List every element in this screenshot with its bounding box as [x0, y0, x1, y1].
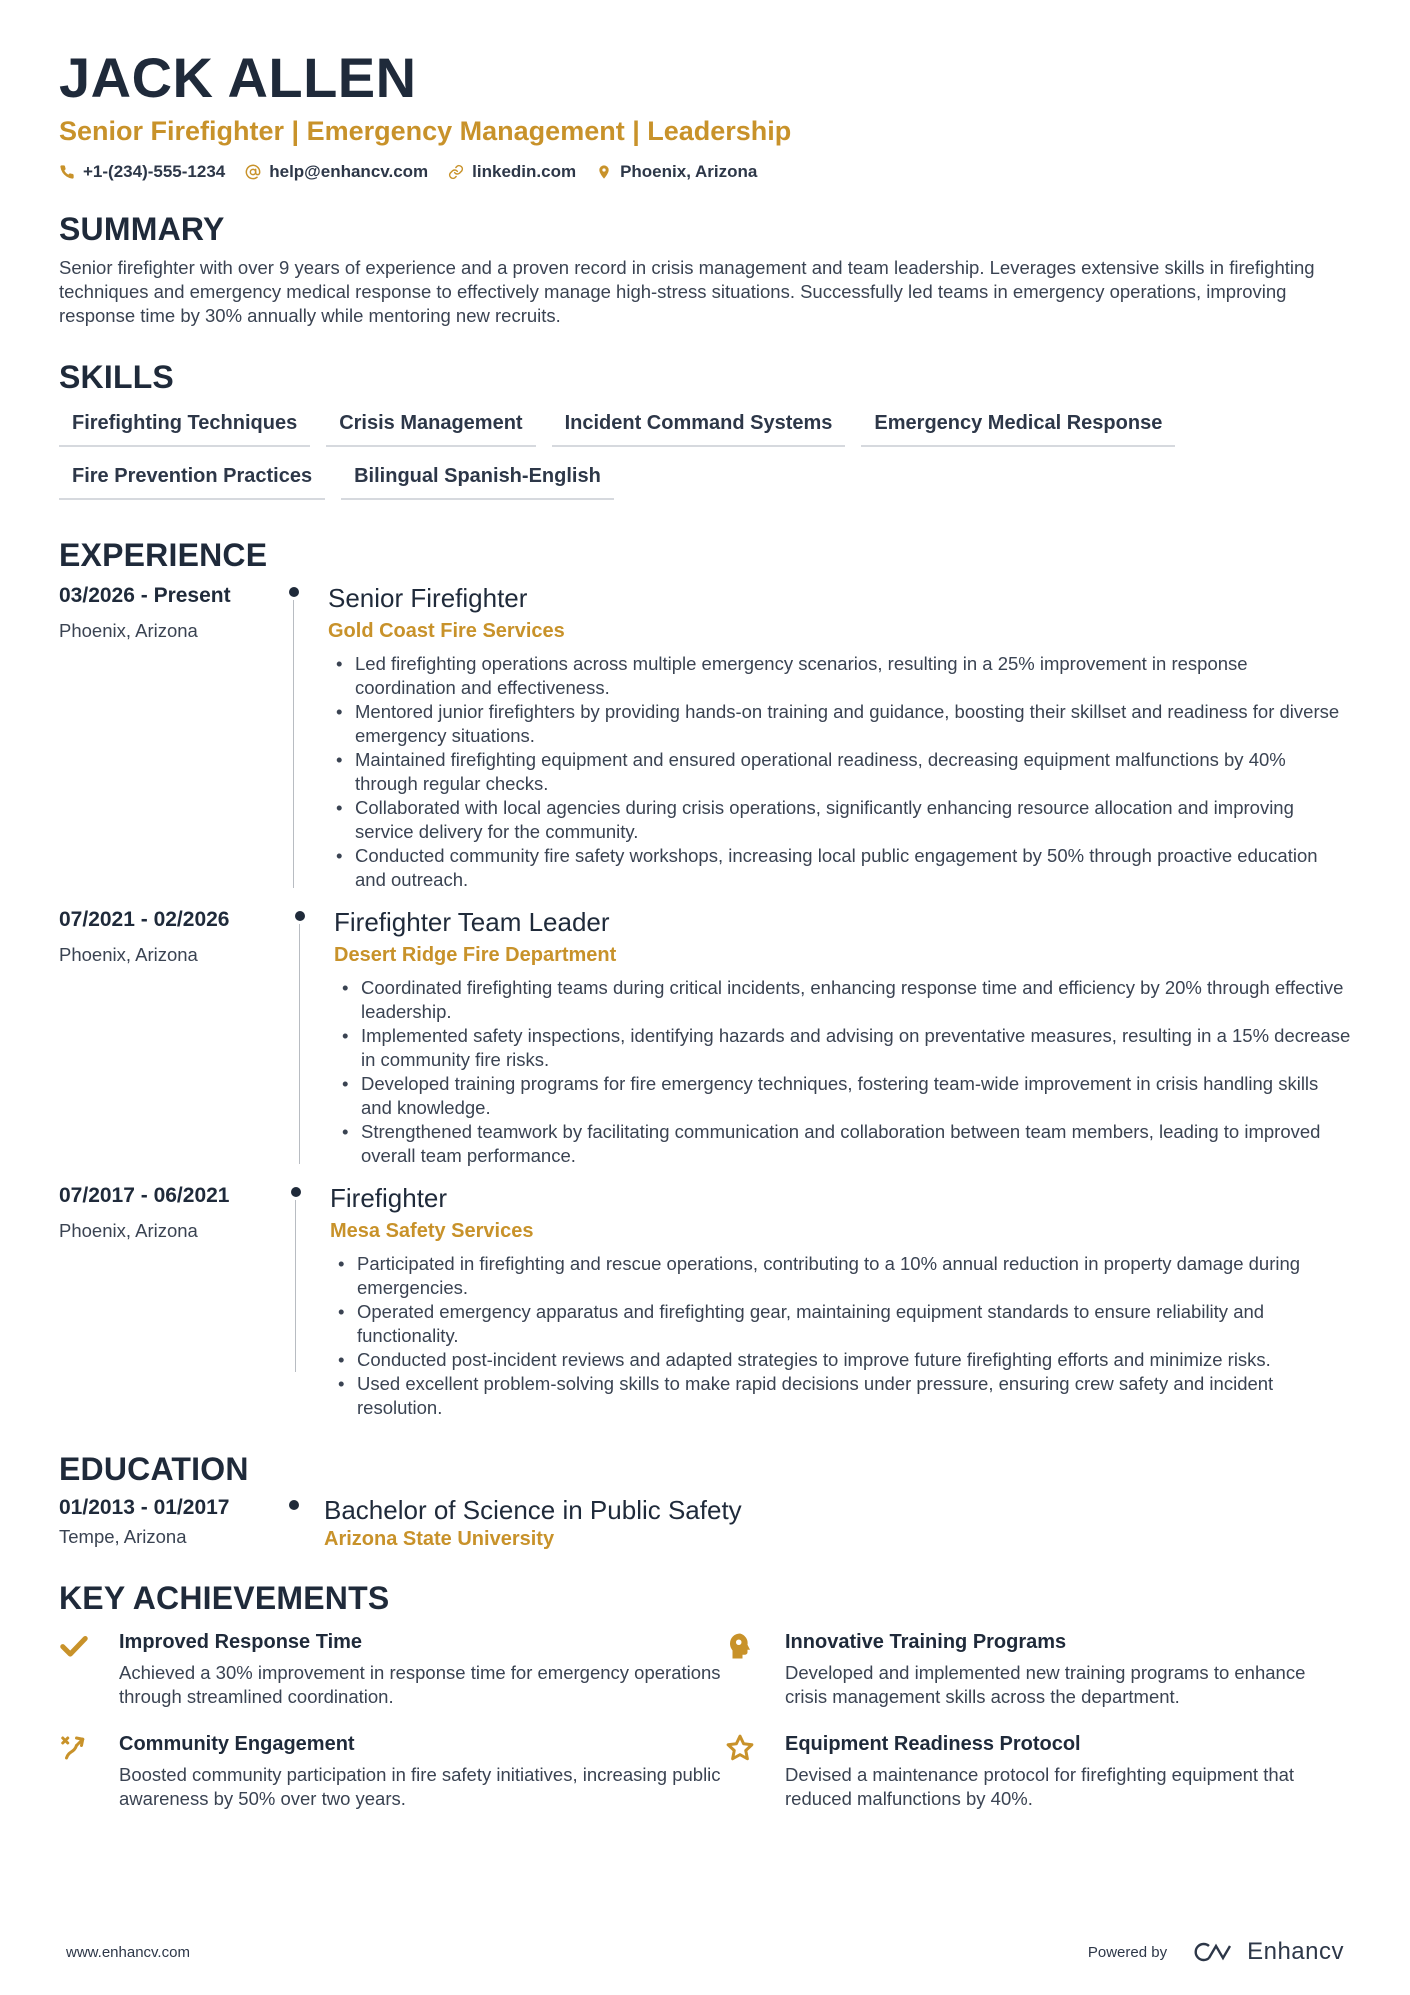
timeline: [295, 1182, 297, 1376]
brain-head-icon: [725, 1631, 755, 1661]
job-date: 03/2026 - Present: [59, 584, 231, 607]
checkmark-icon: [59, 1631, 89, 1661]
contact-email[interactable]: [245, 162, 428, 182]
contact-linkedin-text: linkedin.com: [472, 162, 577, 181]
location-pin-icon: [596, 164, 612, 180]
path-route-icon: [59, 1733, 89, 1763]
summary-heading: SUMMARY: [59, 211, 225, 247]
job-company: Desert Ridge Fire Department: [334, 944, 617, 966]
job-entry: [59, 1182, 1351, 1420]
contact-phone-text: +1-(234)-555-1234: [83, 162, 226, 181]
timeline-line: [299, 924, 300, 1164]
timeline-dot: [291, 1187, 301, 1197]
education-entry: [59, 1494, 1351, 1551]
at-sign-icon: [245, 164, 261, 180]
achievement-desc: Developed and implemented new training programs to enhance crisis management skills across the department.: [785, 1662, 1306, 1707]
job-bullet: • Conducted community fire safety workshops, increasing local public engagement by 50% through proactive education and outreach.: [328, 844, 1351, 892]
job-company: Gold Coast Fire Services: [328, 620, 565, 642]
job-role: Senior Firefighter: [328, 583, 528, 613]
job-bullet: • Collaborated with local agencies during crisis operations, significantly enhancing resource allocation and improving service delivery for the community.: [328, 796, 1351, 844]
skills-list: [59, 408, 1309, 500]
job-bullet: • Participated in firefighting and rescue operations, contributing to a 10% annual reduction in property damage during emergencies.: [330, 1252, 1351, 1300]
job-bullet: • Mentored junior firefighters by providing hands-on training and guidance, boosting their skillset and readiness for diverse emergency situations.: [328, 700, 1351, 748]
resume-page: [59, 46, 1351, 1811]
achievement-item: [59, 1629, 725, 1709]
job-bullet: • Operated emergency apparatus and firefighting gear, maintaining equipment standards to ensure reliability and functionality.: [330, 1300, 1351, 1348]
job-bullet: • Implemented safety inspections, identifying hazards and advising on preventative measures, resulting in a 15% decrease in community fire risks.: [334, 1024, 1351, 1072]
achievement-title: Community Engagement: [119, 1733, 355, 1755]
link-icon: [448, 164, 464, 180]
job-bullets: [328, 652, 1351, 892]
summary-text: Senior firefighter with over 9 years of experience and a proven record in crisis management and team leadership. Leverages extensive skills in firefighting techniques and emergency medical response to effectively manage high-stress situations. Successfully led teams in emergency operations, improving response time by 30% annually while mentoring new recruits.: [59, 257, 1315, 326]
enhancv-logo-icon: [1193, 1940, 1239, 1964]
summary-section: [59, 210, 1351, 328]
achievement-title: Equipment Readiness Protocol: [785, 1733, 1081, 1755]
contact-phone[interactable]: [59, 162, 225, 182]
powered-by: [1088, 1938, 1344, 1966]
timeline-dot: [289, 587, 299, 597]
contact-linkedin[interactable]: [448, 162, 576, 182]
job-company: Mesa Safety Services: [330, 1220, 534, 1242]
experience-heading: EXPERIENCE: [59, 537, 268, 573]
job-date: 07/2017 - 06/2021: [59, 1184, 230, 1207]
job-bullet: • Developed training programs for fire emergency techniques, fostering team-wide improvement in crisis handling skills and knowledge.: [334, 1072, 1351, 1120]
job-bullet: • Led firefighting operations across multiple emergency scenarios, resulting in a 25% improvement in response coordination and effectiveness.: [328, 652, 1351, 700]
timeline-dot: [295, 911, 305, 921]
job-role: Firefighter: [330, 1183, 448, 1213]
achievements-heading: KEY ACHIEVEMENTS: [59, 1580, 390, 1616]
contact-bar: [59, 162, 1351, 182]
skill-tag: Fire Prevention Practices: [59, 461, 325, 500]
page-footer: [66, 1938, 1344, 1966]
job-entry: [59, 906, 1351, 1168]
job-entry: [59, 582, 1351, 892]
candidate-name: JACK ALLEN: [59, 46, 417, 109]
resume-header: [59, 46, 1351, 182]
education-date: 01/2013 - 01/2017: [59, 1496, 230, 1519]
education-location: Tempe, Arizona: [59, 1526, 187, 1547]
job-bullets: [334, 976, 1351, 1168]
job-bullets: [330, 1252, 1351, 1420]
footer-website[interactable]: www.enhancv.com: [66, 1943, 190, 1961]
job-bullet: • Used excellent problem-solving skills to make rapid decisions under pressure, ensuring crew safety and incident resolution.: [330, 1372, 1351, 1420]
phone-icon: [59, 164, 75, 180]
job-location: Phoenix, Arizona: [59, 1220, 198, 1241]
job-bullet: • Strengthened teamwork by facilitating communication and collaboration between team members, leading to improved overall team performance.: [334, 1120, 1351, 1168]
timeline-line: [293, 600, 294, 888]
achievement-item: [59, 1731, 725, 1811]
timeline-dot: [289, 1500, 299, 1510]
brand-name: Enhancv: [1247, 1938, 1344, 1965]
contact-location: [596, 162, 757, 182]
experience-section: [59, 536, 1351, 1420]
skill-tag: Emergency Medical Response: [861, 408, 1175, 447]
achievement-desc: Achieved a 30% improvement in response time for emergency operations through streamlined coordination.: [119, 1662, 721, 1707]
education-heading: EDUCATION: [59, 1451, 249, 1487]
skill-tag: Crisis Management: [326, 408, 535, 447]
skill-tag: Bilingual Spanish-English: [341, 461, 614, 500]
achievement-title: Improved Response Time: [119, 1631, 363, 1653]
candidate-title: Senior Firefighter | Emergency Management | Leadership: [59, 116, 792, 146]
skills-heading: SKILLS: [59, 359, 174, 395]
job-date: 07/2021 - 02/2026: [59, 908, 230, 931]
job-bullet: • Conducted post-incident reviews and adapted strategies to improve future firefighting efforts and minimize risks.: [330, 1348, 1351, 1372]
achievements-list: [59, 1629, 1351, 1811]
star-icon: [725, 1733, 755, 1763]
contact-email-text: help@enhancv.com: [269, 162, 429, 181]
timeline: [299, 906, 301, 1168]
achievement-item: [725, 1629, 1325, 1709]
achievement-title: Innovative Training Programs: [785, 1631, 1067, 1653]
education-degree: Bachelor of Science in Public Safety: [324, 1495, 742, 1525]
achievement-desc: Devised a maintenance protocol for firefighting equipment that reduced malfunctions by 40%.: [785, 1764, 1295, 1809]
job-location: Phoenix, Arizona: [59, 944, 198, 965]
job-bullet: • Maintained firefighting equipment and ensured operational readiness, decreasing equipment malfunctions by 40% through regular checks.: [328, 748, 1351, 796]
timeline-line: [295, 1200, 296, 1372]
education-section: [59, 1450, 1351, 1551]
timeline: [293, 582, 295, 892]
achievements-section: [59, 1579, 1351, 1811]
job-role: Firefighter Team Leader: [334, 907, 610, 937]
brand-logo[interactable]: [1193, 1938, 1344, 1966]
powered-by-label: Powered by: [1087, 1943, 1168, 1961]
skill-tag: Firefighting Techniques: [59, 408, 310, 447]
job-location: Phoenix, Arizona: [59, 620, 198, 641]
achievement-item: [725, 1731, 1325, 1811]
job-bullet: • Coordinated firefighting teams during critical incidents, enhancing response time and efficiency by 20% through effective leadership.: [334, 976, 1351, 1024]
education-school: Arizona State University: [324, 1528, 555, 1550]
skills-section: [59, 358, 1351, 500]
contact-location-text: Phoenix, Arizona: [620, 162, 758, 181]
achievement-desc: Boosted community participation in fire safety initiatives, increasing public awareness by 50% over two years.: [119, 1764, 721, 1809]
skill-tag: Incident Command Systems: [552, 408, 846, 447]
